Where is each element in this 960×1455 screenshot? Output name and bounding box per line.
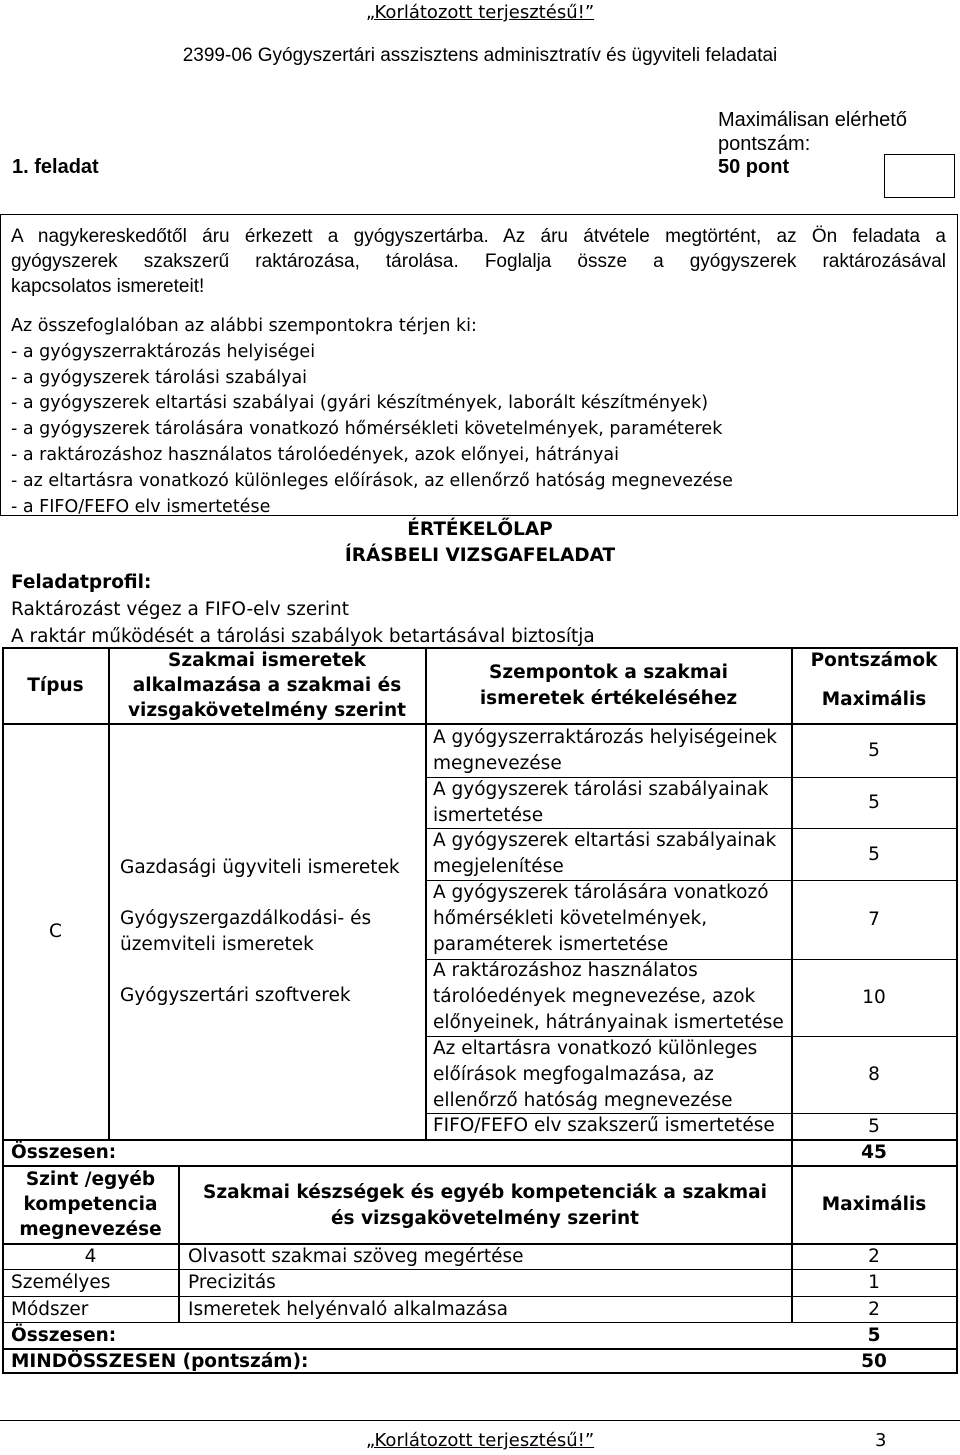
aspect-item: - a gyógyszerek tárolási szabályai bbox=[11, 367, 308, 388]
skill-points: 2 bbox=[868, 1246, 880, 1267]
aspect-item: - a gyógyszerraktározás helyiségei bbox=[11, 341, 316, 362]
header-knowledge bbox=[109, 648, 425, 723]
profile-label: Feladatprofil: bbox=[11, 572, 152, 593]
intro-line: gyógyszerek szakszerű raktározása, tárolása. Foglalja össze a gyógyszerek raktározásával bbox=[11, 251, 946, 272]
header-max-2: Maximális bbox=[821, 1193, 927, 1215]
criteria-text: A gyógyszerek tárolására vonatkozó bbox=[433, 882, 769, 903]
grand-total-label: MINDÖSSZESEN (pontszám): bbox=[11, 1351, 309, 1372]
header-criteria bbox=[426, 660, 791, 712]
criteria-text: A raktározáshoz használatos bbox=[433, 960, 698, 981]
aspects-list bbox=[11, 314, 733, 520]
skill-level: Személyes bbox=[11, 1272, 111, 1293]
max-label-line2: pontszám: bbox=[718, 133, 811, 155]
grand-total-value: 50 bbox=[861, 1351, 887, 1372]
restricted-footer-text: „Korlátozott terjesztésű!” bbox=[365, 1430, 595, 1451]
total-label-2: Összesen: bbox=[11, 1325, 117, 1346]
aspect-item: - a FIFO/FEFO elv ismertetése bbox=[11, 496, 271, 517]
header-skills-line: Szakmai készségek és egyéb kompetenciák a szakmai bbox=[203, 1182, 767, 1203]
criteria-row bbox=[433, 1113, 775, 1139]
criteria-text: tárolóedények megnevezése, azok bbox=[433, 986, 756, 1007]
total-value-2: 5 bbox=[867, 1325, 881, 1346]
skill-name: Precizitás bbox=[188, 1272, 276, 1293]
criteria-points: 5 bbox=[868, 843, 880, 865]
criteria-points: 8 bbox=[868, 1064, 880, 1085]
criteria-text: A gyógyszerek eltartási szabályainak bbox=[433, 830, 777, 851]
criteria-text: FIFO/FEFO elv szakszerű ismertetése bbox=[433, 1115, 775, 1136]
total-label: Összesen: bbox=[11, 1142, 117, 1163]
intro-line: A nagykereskedőtől áru érkezett a gyógyszertárba. Az áru átvétele megtörtént, az Ön feladata a bbox=[11, 226, 946, 247]
aspect-item: - a gyógyszerek eltartási szabályai (gyári készítmények, laborált készítmények) bbox=[11, 393, 709, 414]
header-skills bbox=[179, 1180, 791, 1232]
restricted-header bbox=[0, 2, 960, 23]
criteria-text: ellenőrző hatóság megnevezése bbox=[433, 1090, 733, 1111]
page-number: 3 bbox=[875, 1430, 887, 1451]
criteria-row bbox=[433, 1036, 757, 1114]
header-skills-line: és vizsgakövetelmény szerint bbox=[330, 1208, 640, 1229]
criteria-text: előnyeinek, hátrányainak ismertetése bbox=[433, 1012, 784, 1033]
header-criteria-line: ismeretek értékeléséhez bbox=[479, 688, 738, 709]
max-points: 50 pont bbox=[718, 156, 790, 178]
header-level-line: megnevezése bbox=[19, 1219, 162, 1240]
header-max: Maximális bbox=[821, 689, 927, 710]
criteria-row bbox=[433, 777, 769, 829]
criteria-points: 5 bbox=[868, 739, 880, 761]
aspects-intro: Az összefoglalóban az alábbi szempontokra térjen ki: bbox=[11, 316, 477, 336]
restricted-text: „Korlátozott terjesztésű!” bbox=[365, 2, 595, 23]
profile-line: A raktár működését a tárolási szabályok betartásával biztosítja bbox=[11, 626, 595, 647]
skill-name: Olvasott szakmai szöveg megértése bbox=[188, 1246, 524, 1267]
criteria-points: 10 bbox=[862, 987, 886, 1008]
criteria-text: A gyógyszerraktározás helyiségeinek bbox=[433, 727, 778, 748]
criteria-row bbox=[433, 880, 769, 958]
header-type: Típus bbox=[27, 674, 84, 696]
intro-line: kapcsolatos ismereteit! bbox=[11, 276, 205, 297]
criteria-points: 5 bbox=[868, 792, 880, 813]
knowledge-item: Gyógyszergazdálkodási- és bbox=[120, 908, 372, 929]
header-points: Pontszámok bbox=[810, 650, 938, 671]
aspect-item: - a gyógyszerek tárolására vonatkozó hőmérsékleti követelmények, paraméterek bbox=[11, 419, 723, 440]
max-label-line1: Maximálisan elérhető bbox=[718, 109, 907, 131]
profile-line: Raktározást végez a FIFO-elv szerint bbox=[11, 599, 349, 620]
knowledge-item: üzemviteli ismeretek bbox=[120, 934, 314, 955]
eval-title bbox=[0, 517, 960, 569]
intro-text bbox=[11, 224, 946, 299]
skill-points: 2 bbox=[868, 1299, 880, 1320]
course-title: 2399-06 Gyógyszertári asszisztens adminisztratív és ügyviteli feladatai bbox=[182, 45, 778, 66]
criteria-text: A gyógyszerek tárolási szabályainak bbox=[433, 779, 769, 800]
header-knowledge-line: Szakmai ismeretek bbox=[168, 650, 366, 671]
total-value: 45 bbox=[861, 1142, 887, 1163]
criteria-text: ismertetése bbox=[433, 805, 544, 826]
criteria-points: 5 bbox=[868, 1115, 880, 1137]
criteria-text: paraméterek ismertetése bbox=[433, 934, 669, 955]
criteria-points: 7 bbox=[868, 909, 880, 930]
criteria-row bbox=[433, 958, 784, 1036]
eval-title-2: ÍRÁSBELI VIZSGAFELADAT bbox=[344, 545, 616, 566]
restricted-footer bbox=[0, 1430, 960, 1451]
task-title: 1. feladat bbox=[12, 156, 99, 178]
header-level-line: kompetencia bbox=[23, 1194, 158, 1215]
criteria-text: megnevezése bbox=[433, 753, 562, 774]
skill-points: 1 bbox=[868, 1272, 880, 1293]
knowledge-item: Gazdasági ügyviteli ismeretek bbox=[120, 857, 400, 878]
skill-level: Módszer bbox=[11, 1299, 89, 1320]
skill-level: 4 bbox=[84, 1246, 97, 1267]
header-level bbox=[3, 1167, 178, 1242]
eval-title-1: ÉRTÉKELŐLAP bbox=[407, 519, 553, 540]
criteria-text: Az eltartásra vonatkozó különleges bbox=[433, 1038, 758, 1059]
criteria-row bbox=[433, 828, 776, 880]
aspect-item: - a raktározáshoz használatos tárolóedények, azok előnyei, hátrányai bbox=[11, 444, 619, 465]
header-level-line: Szint /egyéb bbox=[25, 1169, 156, 1190]
criteria-text: hőmérsékleti követelmények, bbox=[433, 908, 708, 929]
profile bbox=[11, 569, 595, 650]
aspect-item: - az eltartásra vonatkozó különleges előírások, az ellenőrző hatóság megnevezése bbox=[11, 470, 733, 491]
footer-rule bbox=[0, 1420, 960, 1421]
header-knowledge-line: alkalmazása a szakmai és bbox=[132, 675, 402, 696]
header-criteria-line: Szempontok a szakmai bbox=[489, 662, 728, 683]
knowledge-list bbox=[120, 855, 400, 1009]
criteria-text: előírások megfogalmazása, az bbox=[433, 1064, 714, 1085]
max-points-label bbox=[718, 108, 907, 156]
criteria-row bbox=[433, 725, 777, 777]
skill-name: Ismeretek helyénvaló alkalmazása bbox=[188, 1299, 508, 1320]
knowledge-item: Gyógyszertári szoftverek bbox=[120, 985, 351, 1006]
score-box[interactable] bbox=[884, 154, 955, 198]
type-value: C bbox=[49, 920, 62, 942]
header-knowledge-line: vizsgakövetelmény szerint bbox=[127, 700, 407, 721]
criteria-text: megjelenítése bbox=[433, 856, 564, 877]
